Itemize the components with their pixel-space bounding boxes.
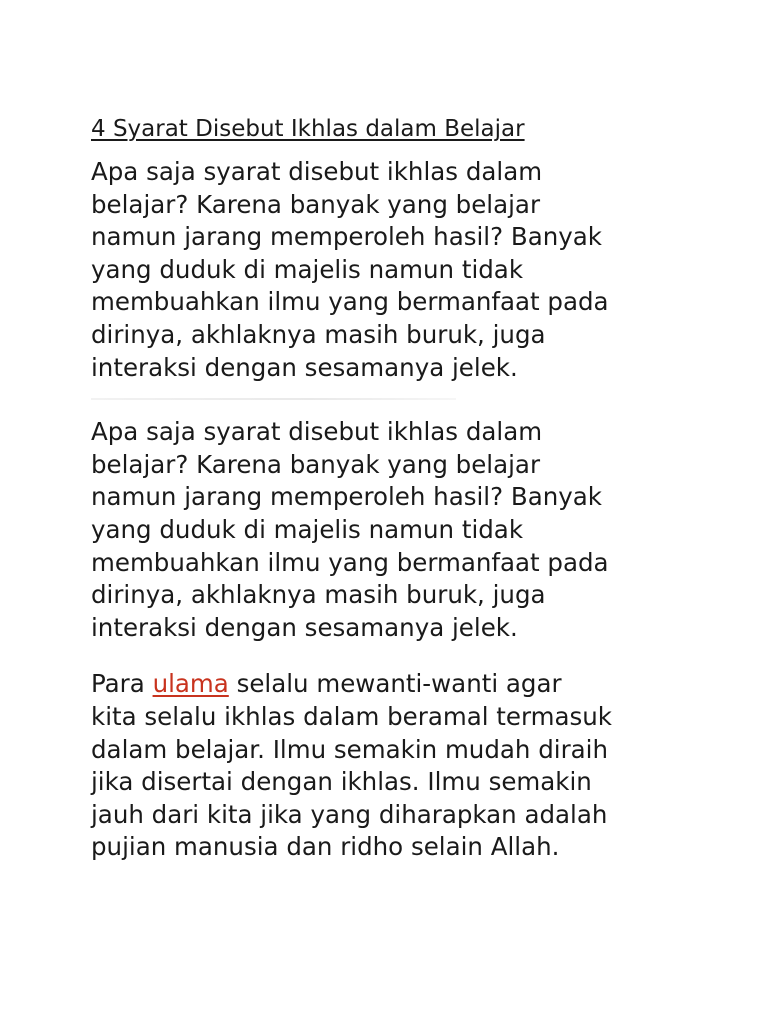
paragraph-line: belajar? Karena banyak yang belajar (91, 449, 541, 479)
paragraph-2 (91, 416, 691, 644)
section-divider (91, 398, 456, 400)
paragraph-gap (91, 644, 691, 668)
paragraph-line: belajar? Karena banyak yang belajar (91, 189, 541, 219)
paragraph-line: yang duduk di majelis namun tidak (91, 514, 524, 544)
paragraph-line: dirinya, akhlaknya masih buruk, juga (91, 580, 546, 610)
line-prefix: Para (91, 669, 153, 699)
paragraph-line: Apa saja syarat disebut ikhlas dalam (91, 417, 543, 447)
paragraph-line: membuahkan ilmu yang bermanfaat pada (91, 287, 609, 317)
paragraph-line: interaksi dengan sesamanya jelek. (91, 612, 518, 642)
document-title: 4 Syarat Disebut Ikhlas dalam Belajar (91, 116, 525, 142)
paragraph-line: dalam belajar. Ilmu semakin mudah diraih (91, 734, 609, 764)
paragraph-line: Apa saja syarat disebut ikhlas dalam (91, 157, 543, 186)
paragraph-line: jauh dari kita jika yang diharapkan adalah (91, 799, 608, 829)
paragraph-line: yang duduk di majelis namun tidak (91, 254, 524, 284)
paragraph-line: namun jarang memperoleh hasil? Banyak (91, 222, 602, 252)
paragraph-line: membuahkan ilmu yang bermanfaat pada (91, 547, 609, 577)
paragraph-line: pujian manusia dan ridho selain Allah. (91, 832, 560, 862)
ulama-link[interactable]: ulama (152, 669, 229, 699)
paragraph-1 (91, 156, 691, 384)
document-page (91, 112, 691, 864)
line-suffix: selalu mewanti-wanti agar (228, 669, 562, 699)
paragraph-line: namun jarang memperoleh hasil? Banyak (91, 482, 602, 512)
paragraph-line: dirinya, akhlaknya masih buruk, juga (91, 319, 546, 349)
paragraph-line-with-link (91, 668, 691, 701)
paragraph-line: jika disertai dengan ikhlas. Ilmu semakin (91, 767, 592, 797)
paragraph-line: interaksi dengan sesamanya jelek. (91, 352, 518, 382)
paragraph-line: kita selalu ikhlas dalam beramal termasuk (91, 701, 612, 731)
paragraph-3 (91, 668, 691, 864)
